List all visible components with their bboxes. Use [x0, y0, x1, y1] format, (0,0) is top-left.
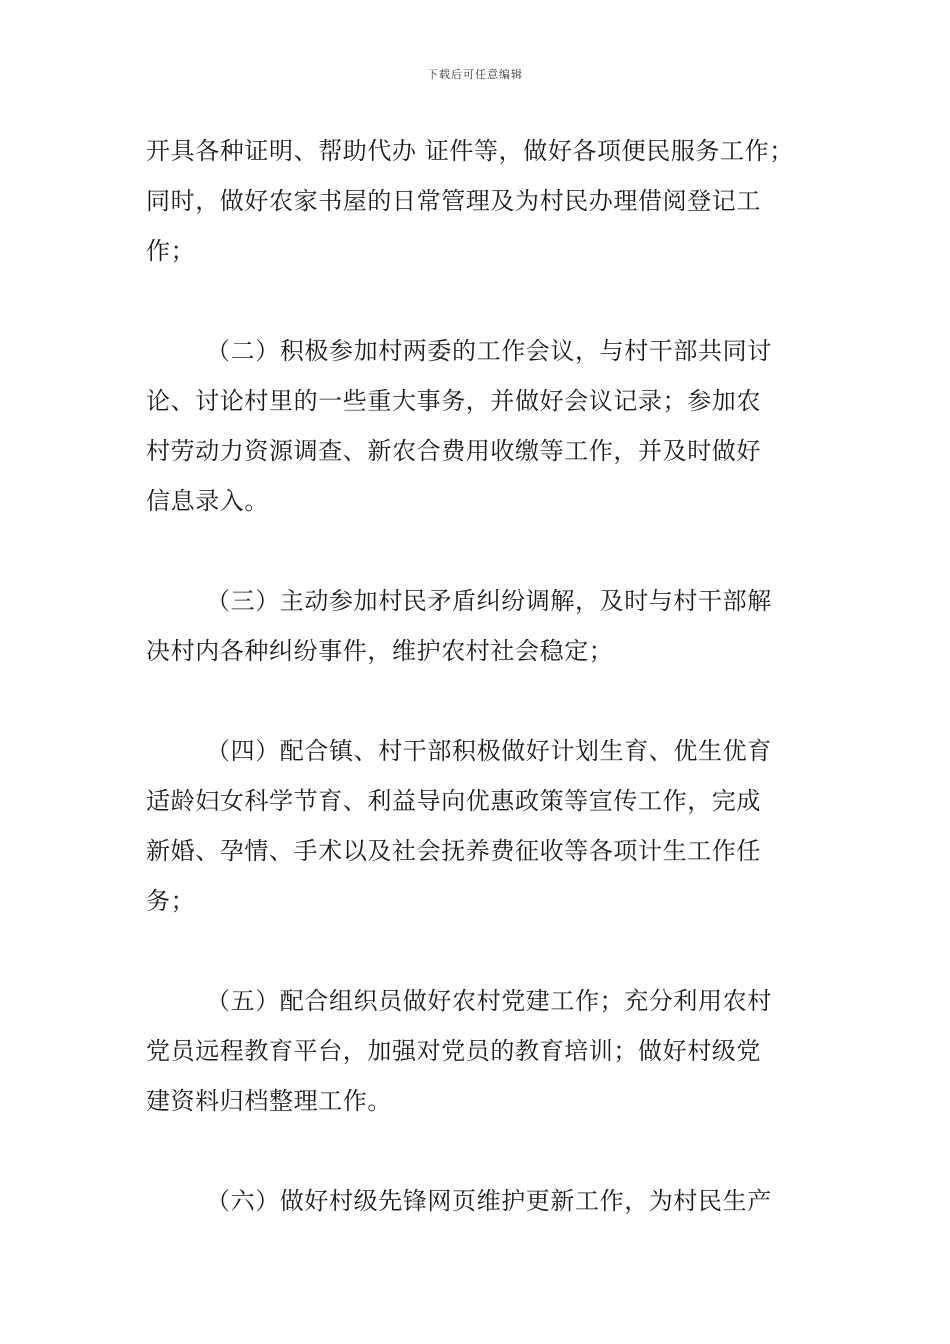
- text-line: （六）做好村级先锋网页维护更新工作，为村民生产: [206, 1187, 772, 1215]
- paragraph-item-3: [146, 576, 810, 676]
- paragraph-item-4: [146, 726, 810, 926]
- text-line: 作；: [146, 237, 196, 265]
- text-line: 建资料归档整理工作。: [146, 1087, 392, 1115]
- text-line: （三）主动参加村民矛盾纠纷调解，及时与村干部解: [206, 587, 772, 615]
- text-line: 党员远程教育平台，加强对党员的教育培训；做好村级党: [146, 1037, 761, 1065]
- text-line: 村劳动力资源调查、新农合费用收缴等工作，并及时做好: [146, 437, 761, 465]
- paragraph-item-6: [146, 1176, 810, 1226]
- page-header-note: 下载后可任意编辑: [427, 68, 523, 81]
- text-line: 务；: [146, 887, 196, 915]
- document-body: [146, 126, 810, 1276]
- text-line: 决村内各种纠纷事件，维护农村社会稳定；: [146, 637, 614, 665]
- text-line: 论、讨论村里的一些重大事务，并做好会议记录；参加农: [146, 387, 761, 415]
- text-line: 同时，做好农家书屋的日常管理及为村民办理借阅登记工: [146, 187, 761, 215]
- text-line: （四）配合镇、村干部积极做好计划生育、优生优育: [206, 737, 772, 765]
- text-line: 开具各种证明、帮助代办 证件等，做好各项便民服务工作；: [146, 137, 794, 165]
- paragraph-item-2: [146, 326, 810, 526]
- text-line: 适龄妇女科学节育、利益导向优惠政策等宣传工作，完成: [146, 787, 761, 815]
- text-line: （五）配合组织员做好农村党建工作；充分利用农村: [206, 987, 772, 1015]
- text-line: 信息录入。: [146, 487, 269, 515]
- text-line: 新婚、孕情、手术以及社会抚养费征收等各项计生工作任: [146, 837, 761, 865]
- text-line: （二）积极参加村两委的工作会议，与村干部共同讨: [206, 337, 772, 365]
- paragraph-services: [146, 126, 810, 276]
- paragraph-item-5: [146, 976, 810, 1126]
